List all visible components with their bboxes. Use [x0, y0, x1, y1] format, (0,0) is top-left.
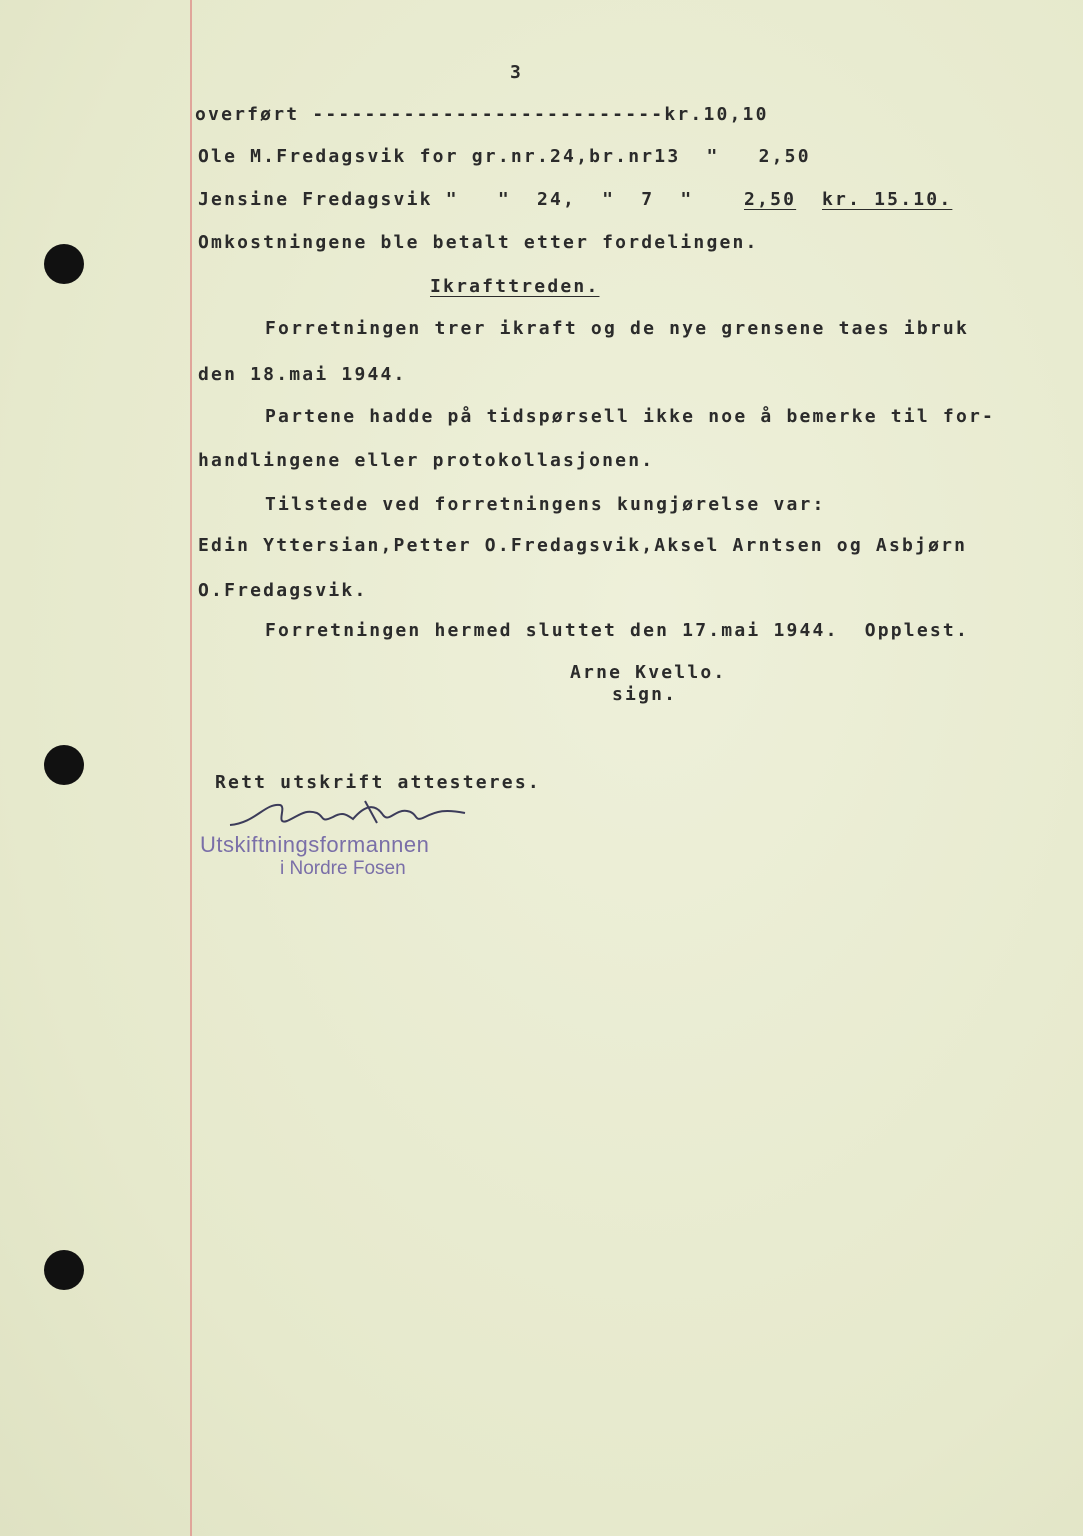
text-line: overført ---------------------------kr.10,10 [195, 104, 769, 125]
handwritten-signature [225, 795, 485, 835]
amount: 2,50 [744, 189, 797, 210]
signatory-name: Arne Kvello. [570, 662, 727, 683]
text-line: Forretningen hermed sluttet den 17.mai 1944. Opplest. [265, 620, 969, 641]
punch-hole [44, 244, 84, 284]
total-amount: kr. 15.10. [822, 189, 953, 210]
text-line: Ole M.Fredagsvik for gr.nr.24,br.nr13 " 2,50 [198, 146, 811, 167]
text-line: Partene hadde på tidspørsell ikke noe å bemerke til for- [265, 406, 996, 427]
text-line: Tilstede ved forretningens kungjørelse var: [265, 494, 826, 515]
punch-hole [44, 745, 84, 785]
page-number: 3 [510, 62, 524, 83]
margin-line [190, 0, 192, 1536]
stamp-title: Utskiftningsformannen [200, 832, 430, 857]
section-heading: Ikrafttreden. [430, 276, 600, 297]
punch-hole [44, 1250, 84, 1290]
signed-note: sign. [612, 684, 678, 705]
text-line: den 18.mai 1944. [198, 364, 407, 385]
text-line: Omkostningene ble betalt etter fordelingen. [198, 232, 759, 253]
text-line: Forretningen trer ikraft og de nye grensene taes ibruk [265, 318, 969, 339]
text-line: O.Fredagsvik. [198, 580, 368, 601]
text-line: Edin Yttersian,Petter O.Fredagsvik,Aksel Arntsen og Asbjørn [198, 535, 968, 556]
text-line: Jensine Fredagsvik " " 24, " 7 " [198, 189, 694, 210]
stamp-subtitle: i Nordre Fosen [280, 858, 406, 879]
text-line: handlingene eller protokollasjonen. [198, 450, 655, 471]
attestation-line: Rett utskrift attesteres. [215, 772, 541, 793]
